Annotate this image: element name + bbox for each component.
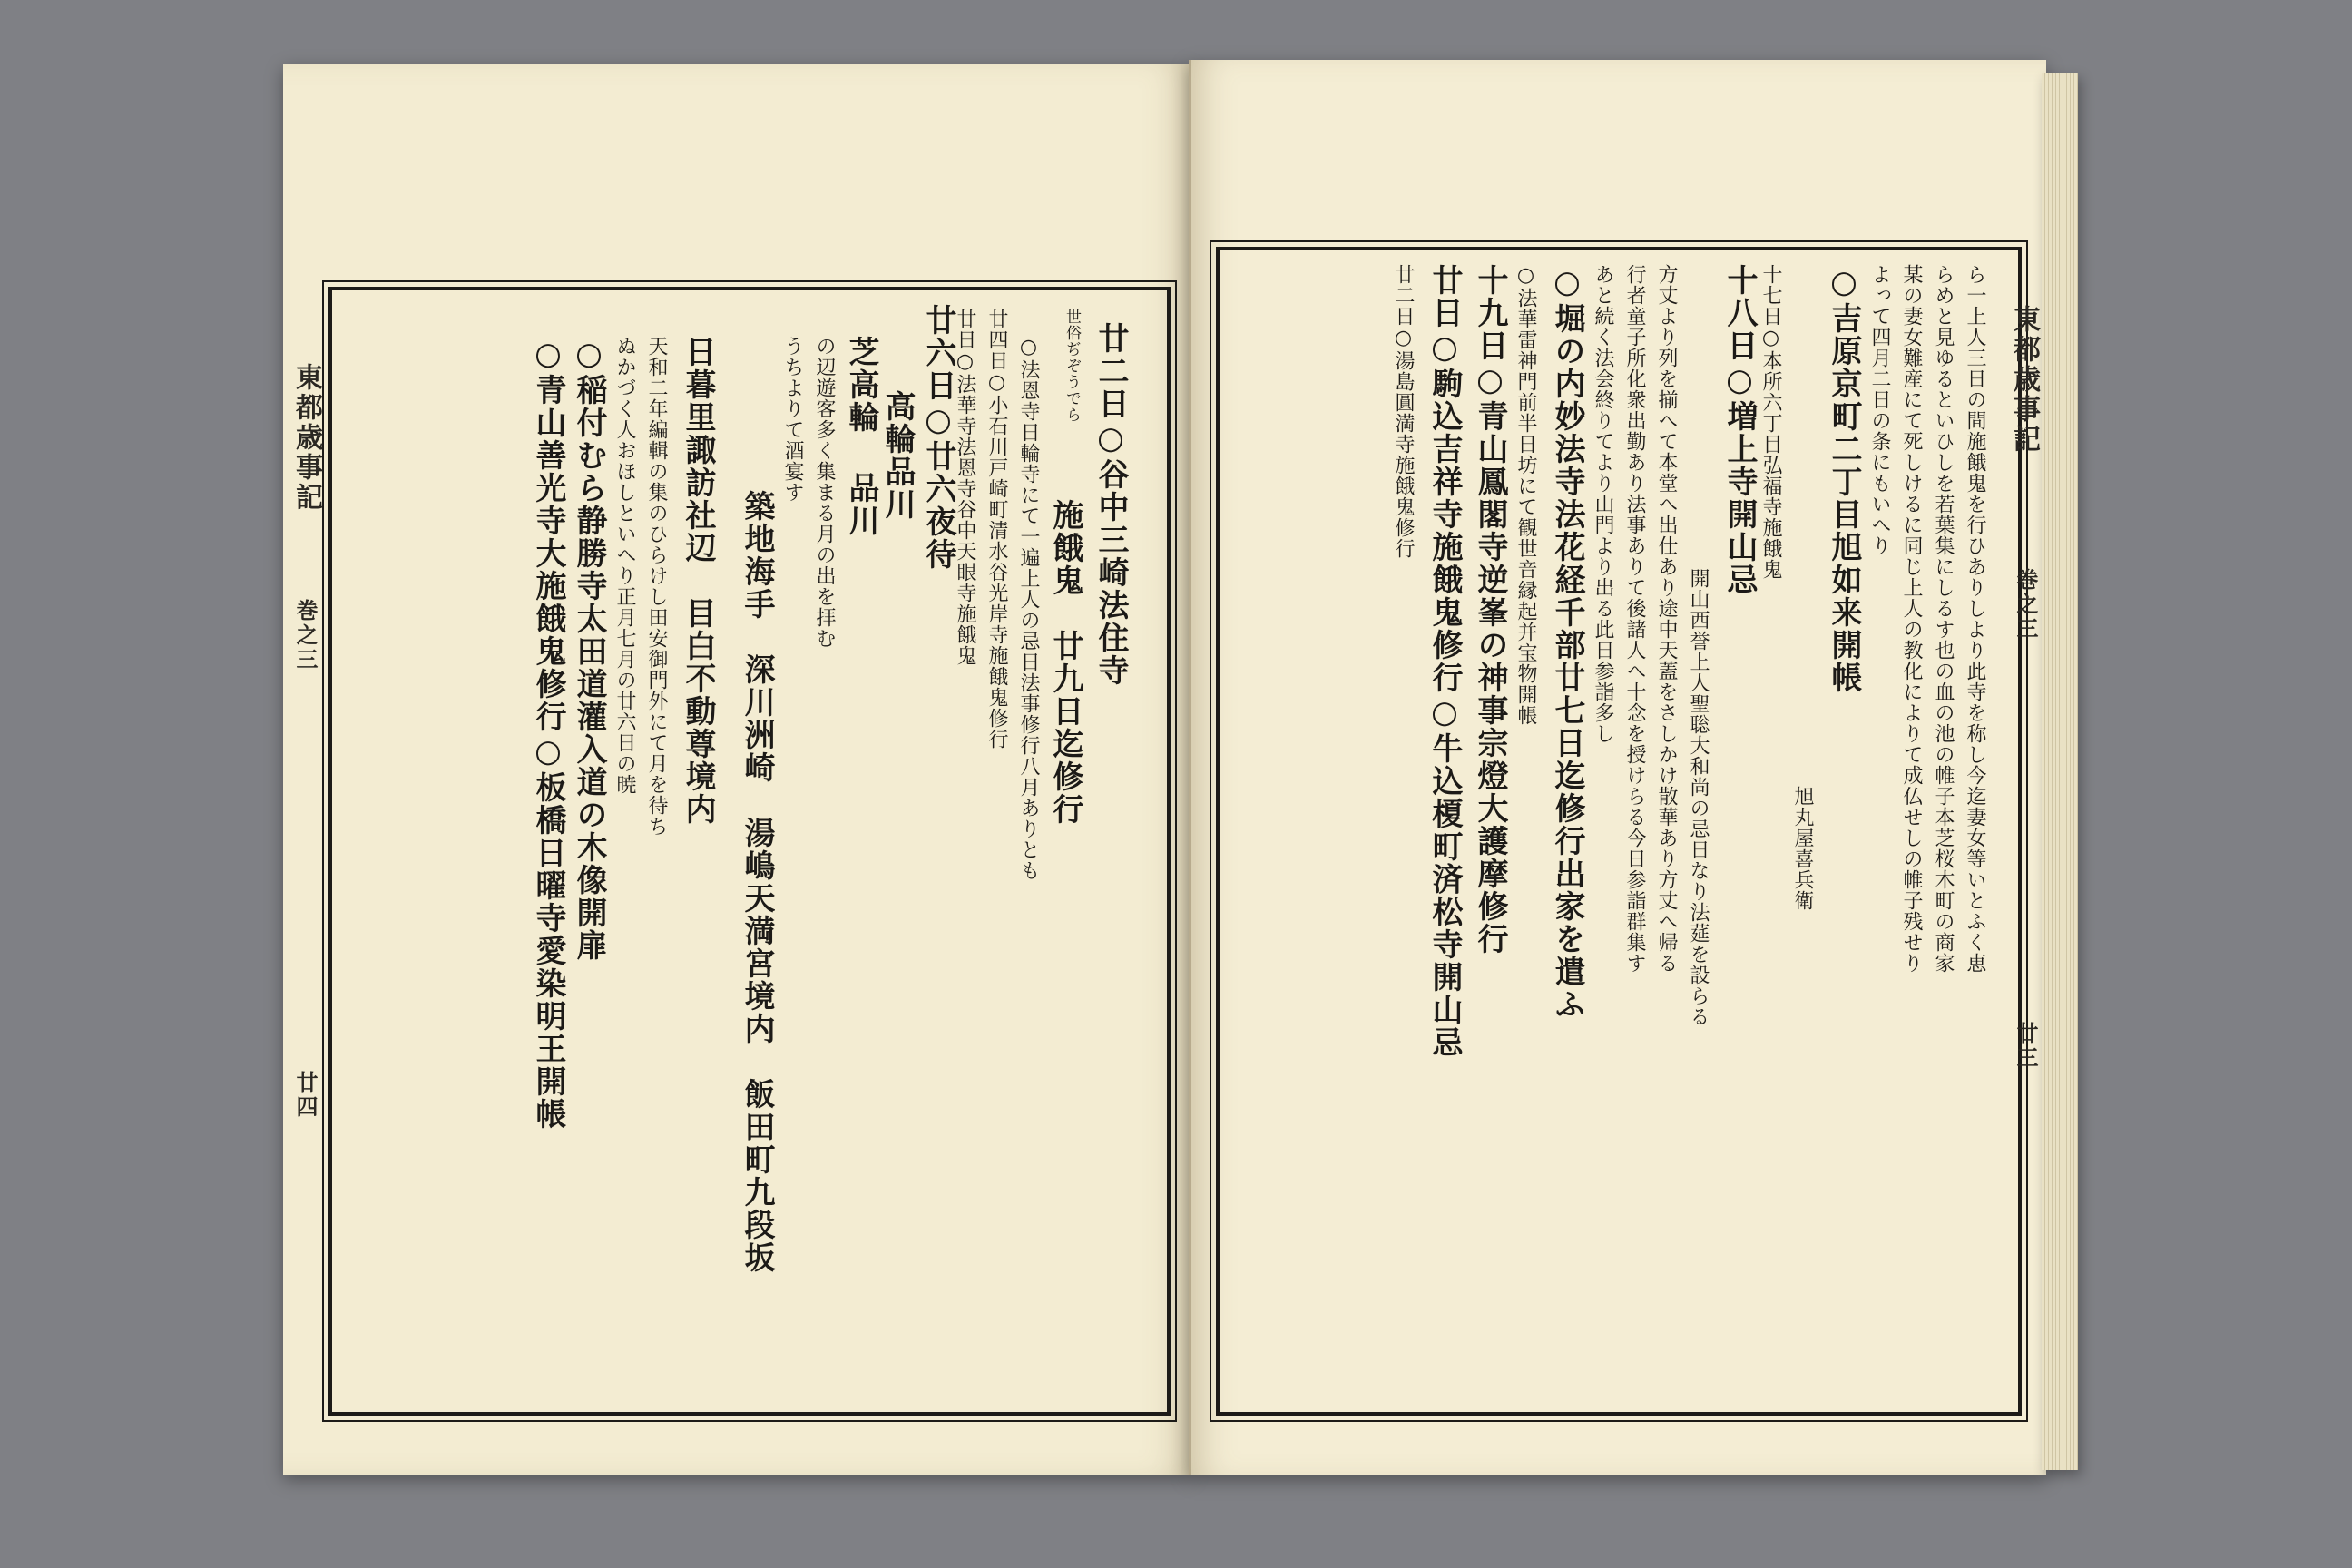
left_page-text-column: 築地海手 深川洲崎 湯嶋天満宮境内 飯田町九段坂	[739, 490, 775, 1274]
right_page-text-column: 十八日○増上寺開山忌	[1721, 264, 1758, 596]
left_page-text-column: の辺遊客多く集まる月の出を拝む	[813, 336, 836, 649]
left_page-text-column: 廿二日○谷中三崎法住寺	[1093, 322, 1129, 687]
left-margin-folio: 廿四	[292, 1071, 318, 1120]
right_page-text-column: ○堀の内妙法寺法花経千部廿七日迄修行出家を遣ふ	[1549, 264, 1585, 1021]
left_page-text-column: 品川	[843, 472, 879, 537]
left-margin-volume: 巻之三	[292, 599, 318, 672]
right_page-text-column: あと続く法会終りてより山門より出る此日参詣多し	[1592, 264, 1614, 744]
page-edges	[2042, 73, 2078, 1470]
left-page	[283, 64, 1191, 1475]
right_page-text-column: らめと見ゆるといひしを若葉集にしるす也の血の池の帷子本芝桜木町の商家	[1932, 264, 1955, 974]
right_page-text-column: 方丈より列を揃へて本堂へ出仕あり途中天蓋をさしかけ散華あり方丈へ帰る	[1655, 264, 1678, 974]
right-page	[1189, 60, 2046, 1475]
right_page-text-column: 十九日○青山鳳閣寺逆峯の神事宗燈大護摩修行	[1472, 264, 1508, 956]
right_page-text-column: ○吉原京町二丁目旭如来開帳	[1826, 264, 1862, 694]
right_page-text-column: 廿二日○湯島圓満寺施餓鬼修行	[1392, 264, 1415, 559]
right_page-text-column: 行者童子所化衆出勤あり法事ありて後諸人へ十念を授けらる今日参詣群集す	[1623, 264, 1646, 974]
left_page-text-column: 廿日○法華寺法恩寺谷中天眼寺施餓鬼	[954, 309, 976, 666]
left_page-text-column: うちよりて酒宴す	[781, 336, 804, 503]
left_page-text-column: 廿六日○廿六夜待	[920, 304, 956, 571]
right_page-text-column: よって四月二日の条にもいへり	[1868, 264, 1891, 556]
right-margin-title: 東都歳事記	[2008, 305, 2040, 455]
left_page-text-column: ○稲付むら静勝寺太田道灌入道の木像開扉	[571, 336, 607, 962]
right-gutter	[1189, 60, 1191, 1475]
left_page-text-column: 天和二年編輯の集のひらけし田安御門外にて月を待ち	[645, 336, 668, 837]
right_page-text-column: 十七日○本所六丁目弘福寺施餓鬼	[1759, 264, 1782, 580]
left-margin-title: 東都歳事記	[290, 363, 322, 513]
open-book	[272, 54, 2069, 1488]
right-margin-folio: 廿三	[2013, 1022, 2039, 1071]
right-margin-volume: 巻之三	[2013, 568, 2039, 642]
right_page-text-column: 旭丸屋喜兵衛	[1791, 786, 1814, 911]
left_page-text-column: 芝高輪	[843, 336, 879, 434]
left_page-text-column: 日暮里諏訪社辺 目白不動尊境内	[680, 336, 716, 826]
left_page-text-column: 施餓鬼 廿九日迄修行	[1047, 499, 1083, 826]
left_page-text-column: 廿四日○小石川戸崎町清水谷光岸寺施餓鬼修行	[985, 309, 1008, 750]
left_page-text-column: ○青山善光寺大施餓鬼修行○板橋日曜寺愛染明王開帳	[530, 336, 566, 1131]
right_page-text-column: 某の妻女難産にて死しけるに同じ上人の教化によりて成仏せしの帷子残せり	[1900, 264, 1923, 974]
left_page-text-column: ○法恩寺日輪寺にて一遍上人の忌日法事修行八月ありとも	[1017, 336, 1040, 881]
right_page-text-column: ら一上人三日の間施餓鬼を行ひありしより此寺を称し今迄妻女等いとふく恵	[1964, 264, 1986, 974]
right_page-text-column: 開山西誉上人聖聡大和尚の忌日なり法莚を設らる	[1687, 568, 1710, 1027]
right_page-text-column: 廿日○駒込吉祥寺施餓鬼修行○牛込榎町済松寺開山忌	[1426, 264, 1463, 1059]
left_page-text-column: 世俗ぢぞうでら	[1063, 309, 1081, 423]
right_page-text-column: ○法華雷神門前半日坊にて観世音縁起并宝物開帳	[1514, 264, 1537, 726]
left_page-text-column: ぬかづく人おほしといへり正月七月の廿六日の暁	[613, 336, 636, 795]
left_page-text-column: 高輪品川	[879, 390, 916, 521]
